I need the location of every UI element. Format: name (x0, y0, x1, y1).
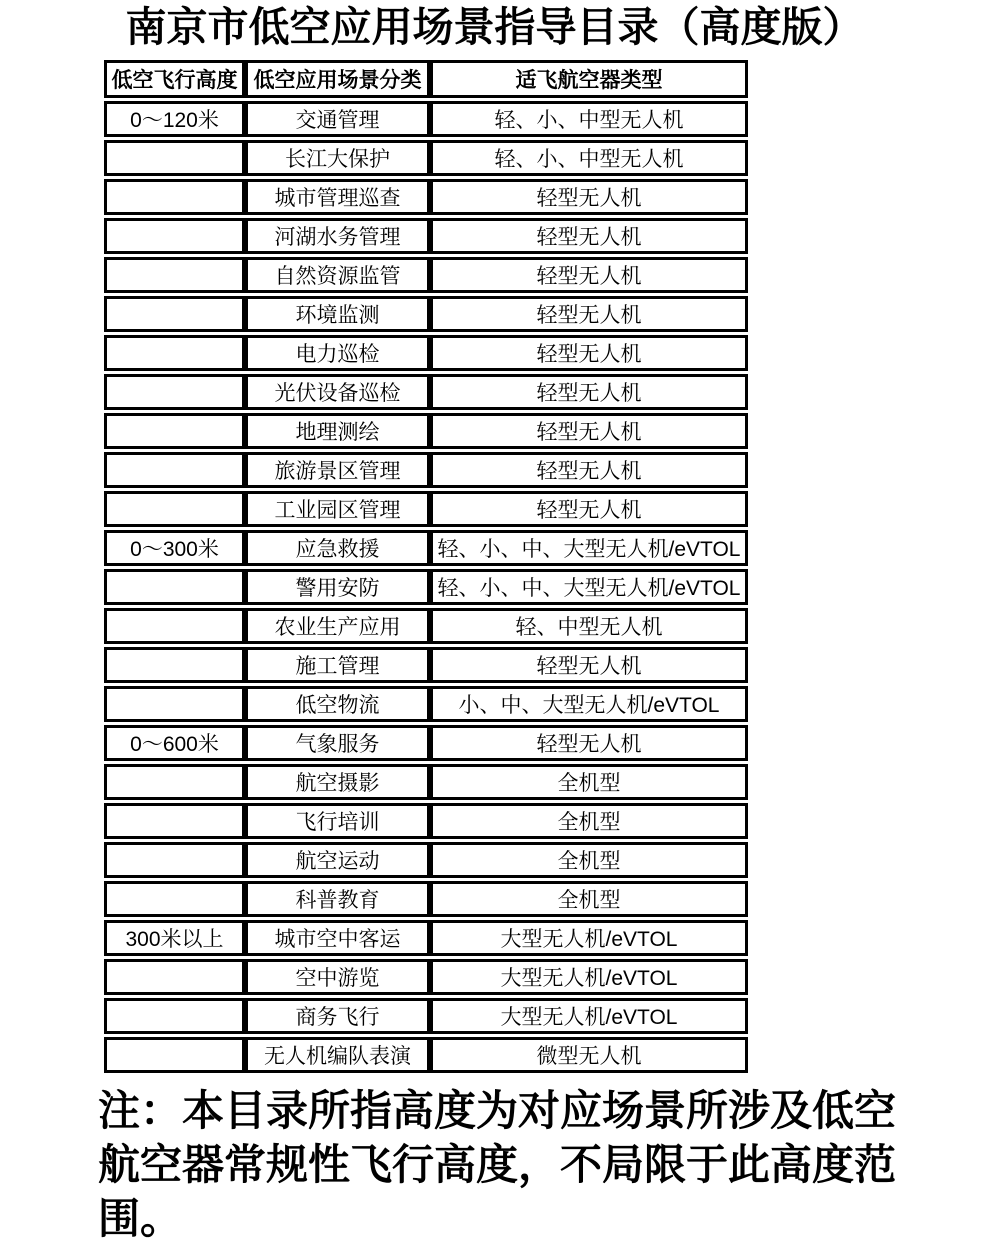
aircraft-type-cell: 轻型无人机 (430, 647, 748, 683)
aircraft-type-cell: 轻型无人机 (430, 452, 748, 488)
flight-height-cell: 0～600米 (104, 725, 245, 761)
aircraft-type-cell: 全机型 (430, 842, 748, 878)
aircraft-type-cell: 轻型无人机 (430, 179, 748, 215)
scenario-cell: 自然资源监管 (245, 257, 430, 293)
aircraft-type-cell: 小、中、大型无人机/eVTOL (430, 686, 748, 722)
scenario-cell: 施工管理 (245, 647, 430, 683)
table-row (104, 1037, 748, 1073)
scenario-cell: 气象服务 (245, 725, 430, 761)
table-row (104, 725, 748, 761)
table-row (104, 569, 748, 605)
scenario-cell: 无人机编队表演 (245, 1037, 430, 1073)
table-row (104, 335, 748, 371)
table-row (104, 998, 748, 1034)
flight-height-cell (104, 413, 245, 449)
aircraft-type-cell: 轻型无人机 (430, 257, 748, 293)
header-row (104, 60, 748, 98)
table-row (104, 803, 748, 839)
flight-height-cell (104, 998, 245, 1034)
flight-height-cell (104, 140, 245, 176)
flight-height-cell (104, 764, 245, 800)
aircraft-type-cell: 大型无人机/eVTOL (430, 998, 748, 1034)
table-row (104, 413, 748, 449)
scenario-cell: 城市管理巡查 (245, 179, 430, 215)
aircraft-type-cell: 大型无人机/eVTOL (430, 920, 748, 956)
scenario-cell: 科普教育 (245, 881, 430, 917)
scenario-cell: 河湖水务管理 (245, 218, 430, 254)
table-row (104, 959, 748, 995)
scenario-cell: 警用安防 (245, 569, 430, 605)
aircraft-type-cell: 轻型无人机 (430, 335, 748, 371)
flight-height-cell (104, 452, 245, 488)
aircraft-type-cell: 轻型无人机 (430, 413, 748, 449)
table-row (104, 257, 748, 293)
aircraft-type-cell: 微型无人机 (430, 1037, 748, 1073)
flight-height-cell (104, 686, 245, 722)
table-row (104, 686, 748, 722)
flight-height-cell (104, 179, 245, 215)
flight-height-cell (104, 608, 245, 644)
flight-height-cell (104, 1037, 245, 1073)
flight-height-cell (104, 803, 245, 839)
flight-height-cell: 0～300米 (104, 530, 245, 566)
aircraft-type-cell: 轻、中型无人机 (430, 608, 748, 644)
aircraft-type-cell: 轻型无人机 (430, 296, 748, 332)
flight-height-cell (104, 842, 245, 878)
table-row (104, 374, 748, 410)
flight-height-cell (104, 218, 245, 254)
flight-height-cell: 0～120米 (104, 101, 245, 137)
scenario-cell: 低空物流 (245, 686, 430, 722)
table-row (104, 647, 748, 683)
scenario-cell: 工业园区管理 (245, 491, 430, 527)
table-row (104, 530, 748, 566)
aircraft-type-cell: 全机型 (430, 764, 748, 800)
scenario-cell: 飞行培训 (245, 803, 430, 839)
table-row (104, 140, 748, 176)
aircraft-type-cell: 轻型无人机 (430, 725, 748, 761)
flight-height-cell: 300米以上 (104, 920, 245, 956)
table-row (104, 920, 748, 956)
flight-height-cell (104, 257, 245, 293)
table-row (104, 608, 748, 644)
table-row (104, 764, 748, 800)
scenario-cell: 商务飞行 (245, 998, 430, 1034)
aircraft-type-cell: 大型无人机/eVTOL (430, 959, 748, 995)
scenario-cell: 长江大保护 (245, 140, 430, 176)
flight-height-cell (104, 374, 245, 410)
scenario-cell: 环境监测 (245, 296, 430, 332)
table-row (104, 296, 748, 332)
scenario-cell: 农业生产应用 (245, 608, 430, 644)
aircraft-type-cell: 轻型无人机 (430, 491, 748, 527)
table-header (104, 60, 748, 98)
aircraft-type-cell: 轻、小、中、大型无人机/eVTOL (430, 569, 748, 605)
flight-height-cell (104, 959, 245, 995)
aircraft-type-cell: 全机型 (430, 881, 748, 917)
flight-height-cell (104, 647, 245, 683)
aircraft-type-cell: 轻、小、中、大型无人机/eVTOL (430, 530, 748, 566)
aircraft-type-cell: 轻型无人机 (430, 218, 748, 254)
scenario-cell: 航空摄影 (245, 764, 430, 800)
table-row (104, 842, 748, 878)
aircraft-type-cell: 轻、小、中型无人机 (430, 101, 748, 137)
scenario-cell: 电力巡检 (245, 335, 430, 371)
table-body (104, 101, 748, 1073)
column-header-scenario-category: 低空应用场景分类 (245, 60, 430, 98)
column-header-flight-height: 低空飞行高度 (104, 60, 245, 98)
scenario-cell: 城市空中客运 (245, 920, 430, 956)
flight-height-cell (104, 335, 245, 371)
scenario-cell: 应急救援 (245, 530, 430, 566)
table-row (104, 452, 748, 488)
catalog-table (104, 57, 748, 1076)
aircraft-type-cell: 全机型 (430, 803, 748, 839)
table-row (104, 218, 748, 254)
flight-height-cell (104, 569, 245, 605)
scenario-cell: 航空运动 (245, 842, 430, 878)
flight-height-cell (104, 296, 245, 332)
flight-height-cell (104, 881, 245, 917)
table-row (104, 179, 748, 215)
table-row (104, 101, 748, 137)
scenario-cell: 光伏设备巡检 (245, 374, 430, 410)
scenario-cell: 旅游景区管理 (245, 452, 430, 488)
scenario-cell: 空中游览 (245, 959, 430, 995)
aircraft-type-cell: 轻型无人机 (430, 374, 748, 410)
column-header-aircraft-type: 适飞航空器类型 (430, 60, 748, 98)
table-row (104, 881, 748, 917)
scenario-cell: 地理测绘 (245, 413, 430, 449)
page-title: 南京市低空应用场景指导目录（高度版） (125, 4, 864, 50)
table-row (104, 491, 748, 527)
flight-height-cell (104, 491, 245, 527)
aircraft-type-cell: 轻、小、中型无人机 (430, 140, 748, 176)
footnote: 注：本目录所指高度为对应场景所涉及低空航空器常规性飞行高度，不局限于此高度范围。 (98, 1087, 897, 1243)
scenario-cell: 交通管理 (245, 101, 430, 137)
